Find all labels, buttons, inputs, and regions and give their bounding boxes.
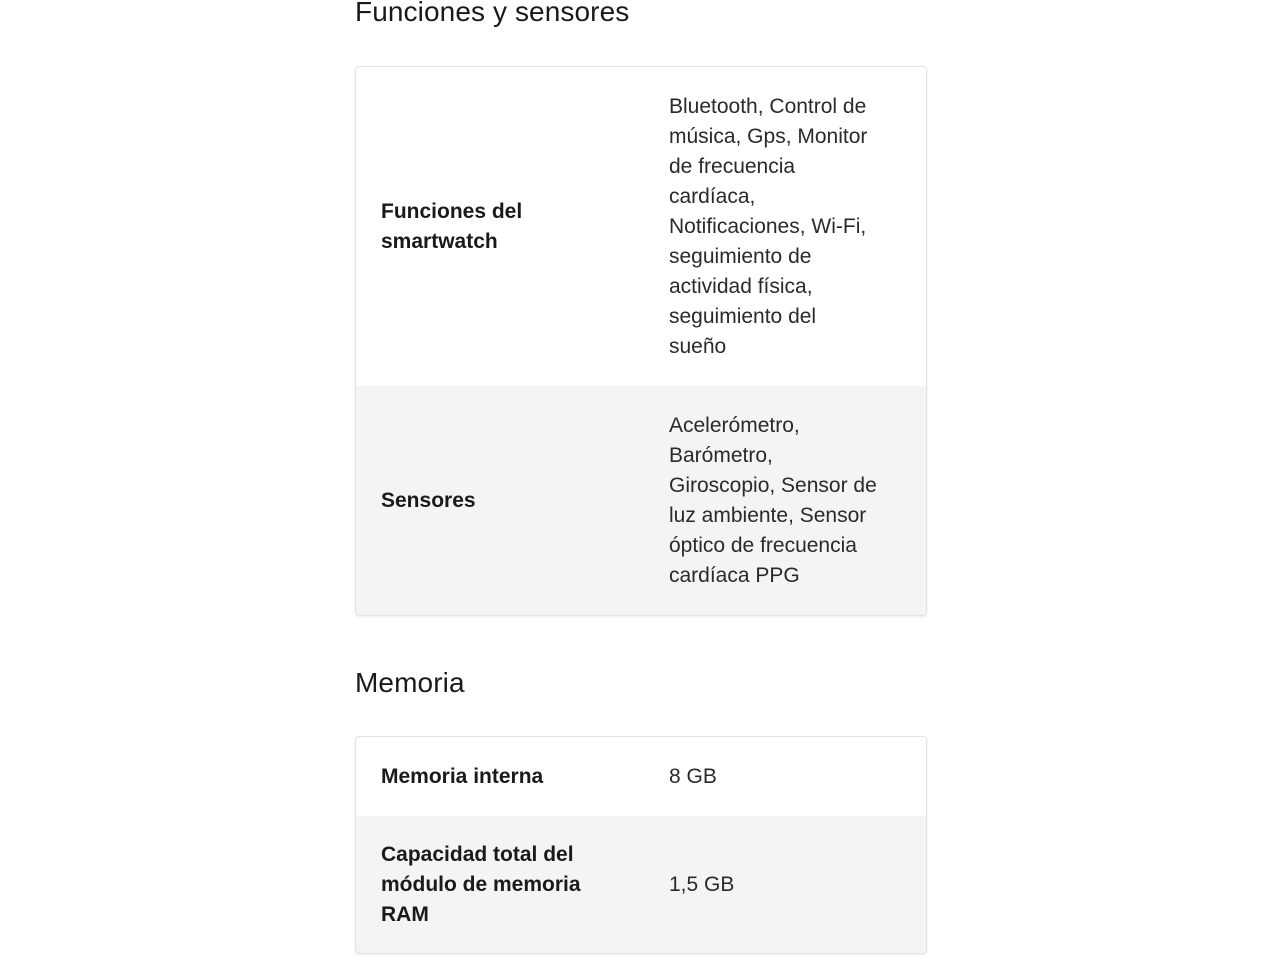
spec-row-funciones-smartwatch bbox=[356, 67, 926, 386]
spec-value-line: 1,5 GB bbox=[669, 872, 735, 896]
spec-value-line: Barómetro, bbox=[669, 443, 773, 467]
spec-value-line: Notificaciones, Wi-Fi, bbox=[669, 214, 867, 238]
section-title-memoria: Memoria bbox=[355, 667, 465, 698]
spec-label bbox=[356, 197, 644, 257]
spec-value-line: Giroscopio, Sensor de bbox=[669, 473, 877, 497]
spec-value bbox=[644, 762, 926, 792]
spec-value bbox=[644, 411, 926, 591]
spec-row-sensores bbox=[356, 386, 926, 615]
spec-table-funciones bbox=[355, 66, 927, 616]
spec-value-line: sueño bbox=[669, 334, 727, 358]
spec-row-memoria-interna bbox=[356, 737, 926, 816]
spec-label bbox=[356, 486, 644, 516]
spec-label-line: Memoria interna bbox=[381, 764, 544, 788]
spec-value-line: seguimiento del bbox=[669, 304, 817, 328]
spec-label-line: Funciones del bbox=[381, 199, 523, 223]
spec-value bbox=[644, 870, 926, 900]
spec-value-line: de frecuencia bbox=[669, 154, 796, 178]
spec-label-line: smartwatch bbox=[381, 229, 498, 253]
spec-value-line: 8 GB bbox=[669, 764, 717, 788]
spec-label-line: módulo de memoria bbox=[381, 872, 581, 896]
spec-value-line: luz ambiente, Sensor bbox=[669, 503, 867, 527]
section-title-funciones: Funciones y sensores bbox=[355, 0, 630, 27]
spec-value bbox=[644, 92, 926, 362]
spec-label bbox=[356, 762, 644, 792]
spec-label-line: Capacidad total del bbox=[381, 842, 574, 866]
spec-value-line: óptico de frecuencia bbox=[669, 533, 857, 557]
spec-value-line: música, Gps, Monitor bbox=[669, 124, 868, 148]
spec-label bbox=[356, 840, 644, 930]
spec-table-memoria bbox=[355, 736, 927, 954]
spec-value-line: Bluetooth, Control de bbox=[669, 94, 867, 118]
spec-label-line: Sensores bbox=[381, 488, 476, 512]
spec-row-ram bbox=[356, 816, 926, 953]
spec-value-line: Acelerómetro, bbox=[669, 413, 800, 437]
spec-label-line: RAM bbox=[381, 902, 429, 926]
spec-value-line: cardíaca PPG bbox=[669, 563, 800, 587]
spec-value-line: cardíaca, bbox=[669, 184, 756, 208]
spec-value-line: seguimiento de bbox=[669, 244, 812, 268]
spec-value-line: actividad física, bbox=[669, 274, 813, 298]
